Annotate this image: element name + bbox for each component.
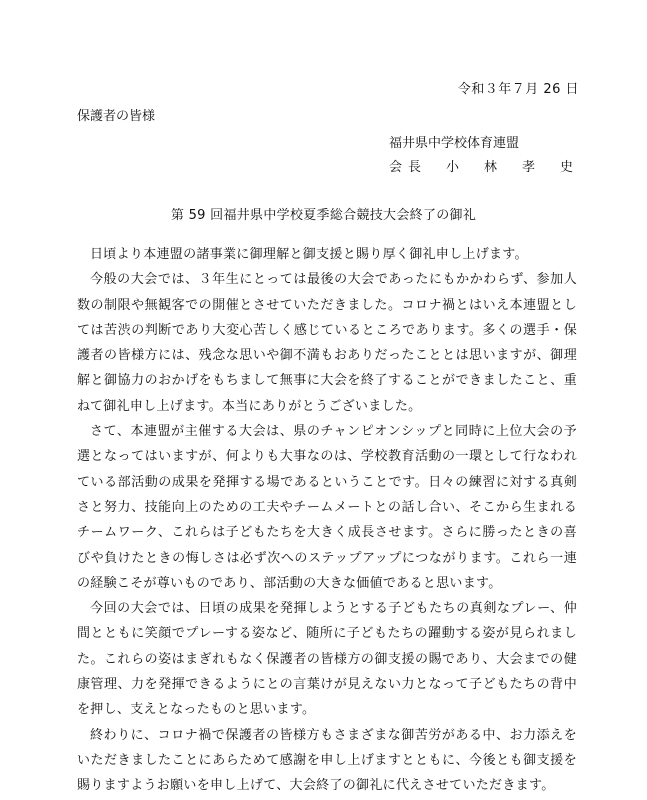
letter-body (77, 242, 577, 799)
sender-organization: 福井県中学校体育連盟 (388, 136, 519, 151)
letter-sender (389, 132, 579, 180)
letter-title: 第 59 回福井県中学校夏季総合競技大会終了の御礼 (170, 208, 477, 223)
sender-name: 会長 小 林 孝 史 (388, 160, 579, 175)
paragraph: 終わりに、コロナ禍で保護者の皆様方もさまざまな御苦労がある中、お力添えをいただきましたことにあらためて感謝を申し上げますとともに、今後とも御支援を賜りますようお願いを申し上げて、大会終了の御礼に代えさせていただきます。 (77, 727, 577, 794)
letter-recipient: 保護者の皆様 (77, 109, 156, 124)
letter-date: 令和３年７月 26 日 (457, 82, 579, 97)
paragraph: さて、本連盟が主催する大会は、県のチャンピオンシップと同時に上位大会の予選となってはいますが、何よりも大事なのは、学校教育活動の一環として行なわれている部活動の成果を発揮する場であるということです。日々の練習に対する真剣さと努力、技能向上のための工夫やチームメートとの話し合い、そこから生まれるチームワーク、これらは子どもたちを大きく成長させます。さらに勝ったときの喜びや負けたときの悔しさは必ず次へのステップアップにつながります。これら一連の経験こそが尊いものであり、部活動の大きな価値であると思います。 (77, 424, 577, 591)
paragraph: 今般の大会では、３年生にとっては最後の大会であったにもかかわらず、参加人数の制限や無観客での開催とさせていただきました。コロナ禍とはいえ本連盟としては苦渋の判断であり大変心苦しく感じているところであります。多くの選手・保護者の皆様方には、残念な思いや御不満もおありだったこととは思いますが、御理解と御協力のおかげをもちまして無事に大会を終了することができましたこと、重ねて御礼申し上げます。本当にありがとうございました。 (77, 272, 577, 414)
paragraph: 日頃より本連盟の諸事業に御理解と御支援と賜り厚く御礼申し上げます。 (90, 247, 528, 262)
paragraph: 今回の大会では、日頃の成果を発揮しようとする子どもたちの真剣なプレー、仲間とともに笑顔でプレーする姿など、随所に子どもたちの躍動する姿が見られました。これらの姿はまぎれもなく保護者の皆様方の御支援の賜であり、大会までの健康管理、力を発揮できるようにとの言葉けが見えない力となって子どもたちの背中を押し、支えとなったものと思います。 (77, 601, 577, 718)
